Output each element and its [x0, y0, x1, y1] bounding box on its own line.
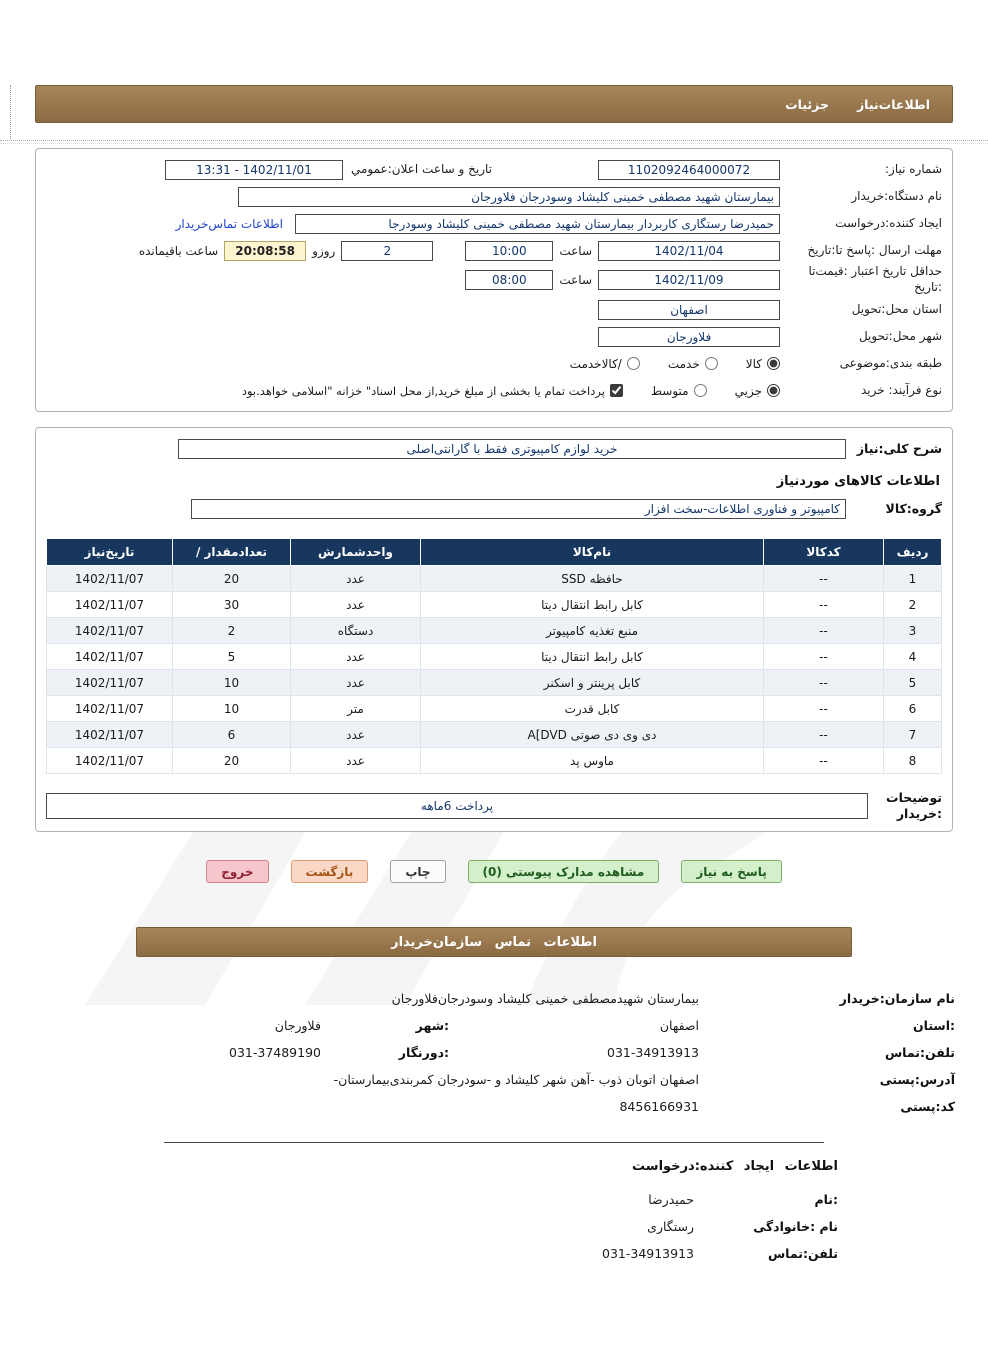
deadline-time-field[interactable]: 10:00: [465, 241, 553, 261]
validity-time-field[interactable]: 08:00: [465, 270, 553, 290]
category-option-goods-service-label: /کالاخدمت: [569, 356, 622, 371]
contact-fax-label: :دورنگار: [398, 1045, 449, 1061]
items-section-heading: اطلاعات کالاهای موردنیاز: [776, 474, 940, 489]
category-radio-goods-service[interactable]: [627, 357, 640, 370]
form-row-need-number: [46, 156, 942, 183]
cell-need-date: 1402/11/07: [47, 592, 173, 618]
cell-unit: عدد: [291, 748, 421, 774]
org-name-label: نام سازمان:خریدار: [839, 991, 955, 1007]
treasury-payment-option[interactable]: [242, 384, 623, 398]
header-row-number: ردیف: [884, 539, 942, 566]
contact-postal-label: کد:پستی: [900, 1099, 955, 1115]
org-name-value: بیمارستان شهیدمصطفی خمینی کلیشاد وسودرجان‌فلاورجان: [391, 991, 699, 1007]
group-row: [46, 495, 942, 522]
cell-need-date: 1402/11/07: [47, 722, 173, 748]
cell-row-number: 8: [884, 748, 942, 774]
table-row: [47, 670, 942, 696]
header-item-code: کدکالا: [764, 539, 884, 566]
cell-item-name: منبع تغذیه کامپیوتر: [421, 618, 764, 644]
table-row: [47, 644, 942, 670]
cell-quantity: 10: [173, 696, 291, 722]
cell-unit: دستگاه: [291, 618, 421, 644]
countdown-timer: 20:08:58: [224, 241, 306, 261]
process-option-medium[interactable]: [651, 384, 707, 398]
buyer-org-field[interactable]: بیمارستان شهید مصطفی خمینی کلیشاد وسودرجان فلاورجان: [238, 187, 780, 207]
table-row: [47, 566, 942, 592]
cell-item-name: حافظه SSD: [421, 566, 764, 592]
contact-row-province-city: [33, 1012, 955, 1039]
header-quantity: / تعدادمقدار: [173, 539, 291, 566]
process-option-minor-label: جزيي: [734, 383, 762, 398]
delivery-city-field[interactable]: فلاورجان: [598, 327, 780, 347]
cell-quantity: 5: [173, 644, 291, 670]
items-table: [46, 538, 942, 774]
top-left-tick: [10, 85, 11, 139]
remaining-hours-label: ساعت باقیمانده: [138, 243, 219, 258]
process-option-minor[interactable]: [735, 384, 780, 398]
cell-quantity: 10: [173, 670, 291, 696]
contact-address-label: آدرس:پستی: [879, 1072, 955, 1088]
validity-hour-label: ساعت: [559, 273, 592, 287]
cell-row-number: 2: [884, 592, 942, 618]
cell-item-code: --: [764, 566, 884, 592]
cell-quantity: 20: [173, 748, 291, 774]
contact-phone-label: تلفن:تماس: [884, 1045, 955, 1061]
contact-address-value: اصفهان اتوبان ذوب -آهن شهر کلیشاد و -سودرجان کمربندی‌بیمارستان-: [333, 1072, 699, 1088]
buyer-notes-label-line2: :خریدار: [896, 805, 942, 821]
creator-first-name-label: :نام: [814, 1192, 838, 1208]
request-creator-field[interactable]: حمیدرضا رستگاری کاربردار بیمارستان شهید مصطفی خمینی کلیشاد وسودرجا: [295, 214, 780, 234]
page: [0, 85, 988, 1267]
creator-row-phone: [0, 1240, 838, 1267]
table-row: [47, 696, 942, 722]
cell-need-date: 1402/11/07: [47, 696, 173, 722]
item-group-field[interactable]: کامپیوتر و فناوری اطلاعات-سخت افزار: [191, 499, 846, 519]
treasury-payment-label: پرداخت تمام یا بخشی از مبلغ خرید,از محل اسناد" خزانه "اسلامی خواهد.بود: [241, 383, 605, 398]
tab-need-info[interactable]: اطلاعات‌نیاز: [856, 96, 930, 112]
contact-province-label: :استان: [912, 1018, 955, 1034]
need-number-label: شماره نیاز:: [885, 161, 942, 176]
contact-province-value: اصفهان: [659, 1018, 699, 1034]
buyer-notes-label-line1: توضیحات: [886, 790, 942, 805]
form-row-category: [46, 350, 942, 377]
cell-unit: متر: [291, 696, 421, 722]
deadline-hour-label: ساعت: [559, 243, 592, 258]
buyer-org-label: نام دستگاه:خریدار: [851, 188, 942, 203]
cell-unit: عدد: [291, 566, 421, 592]
announce-datetime-field[interactable]: 13:31 - 1402/11/01: [165, 160, 343, 180]
days-word-label: روزو: [312, 243, 336, 258]
cell-item-name: کابل رابط انتقال دیتا: [421, 592, 764, 618]
subject-category-label: طبقه بندی:موضوعی: [839, 355, 942, 370]
need-number-field[interactable]: 1102092464000072: [598, 160, 780, 180]
deadline-label: مهلت ارسال :پاسخ تا:تاریخ: [807, 242, 942, 257]
need-summary-panel: [35, 148, 953, 412]
tab-details[interactable]: جزئیات: [785, 96, 829, 112]
cell-row-number: 4: [884, 644, 942, 670]
creator-first-name-value: حمیدرضا: [648, 1192, 694, 1208]
table-row: [47, 618, 942, 644]
table-row: [47, 748, 942, 774]
respond-to-need-button[interactable]: پاسخ به نیاز: [681, 860, 781, 883]
need-details-panel: [35, 427, 953, 832]
form-row-province: [46, 296, 942, 323]
cell-item-code: --: [764, 670, 884, 696]
validity-date-field[interactable]: 1402/11/09: [598, 270, 780, 290]
table-row: [47, 722, 942, 748]
cell-item-code: --: [764, 748, 884, 774]
header-item-name: نام‌کالا: [421, 539, 764, 566]
cell-need-date: 1402/11/07: [47, 670, 173, 696]
header-unit: واحدشمارش: [291, 539, 421, 566]
table-row: [47, 592, 942, 618]
creator-phone-value: 031-34913913: [602, 1246, 694, 1262]
cell-row-number: 7: [884, 722, 942, 748]
cell-item-name: دی وی دی صوتی A[DVD: [421, 722, 764, 748]
cell-quantity: 20: [173, 566, 291, 592]
back-button[interactable]: بازگشت: [291, 860, 369, 883]
need-summary-label: شرح کلی:نیاز: [856, 441, 942, 456]
cell-item-code: --: [764, 618, 884, 644]
cell-row-number: 6: [884, 696, 942, 722]
request-creator-info: [0, 1159, 838, 1267]
category-option-service[interactable]: [668, 357, 718, 371]
creator-row-family: [0, 1213, 838, 1240]
buyer-contact-link[interactable]: اطلاعات تماس‌خریدار: [175, 216, 283, 231]
cell-item-code: --: [764, 644, 884, 670]
top-divider-secondary: [0, 143, 988, 144]
contact-postal-value: 8456166931: [619, 1099, 699, 1115]
notes-row: [46, 790, 942, 821]
cell-row-number: 5: [884, 670, 942, 696]
cell-unit: عدد: [291, 670, 421, 696]
summary-row: [46, 435, 942, 462]
cell-unit: عدد: [291, 644, 421, 670]
tab-bar: [35, 85, 953, 123]
buyer-contact-section-bar: اطلاعات تماس سازمان‌خریدار: [136, 927, 852, 957]
creator-family-name-value: رستگاری: [647, 1219, 694, 1235]
cell-row-number: 1: [884, 566, 942, 592]
item-group-label: گروه:کالا: [885, 501, 942, 516]
category-option-goods-label: کالا: [745, 356, 762, 371]
cell-need-date: 1402/11/07: [47, 618, 173, 644]
form-row-buyer: [46, 183, 942, 210]
delivery-city-label: شهر محل:تحویل: [858, 328, 942, 343]
contact-phone-value: 031-34913913: [607, 1045, 699, 1061]
cell-item-code: --: [764, 722, 884, 748]
cell-need-date: 1402/11/07: [47, 644, 173, 670]
process-radio-minor[interactable]: [767, 384, 780, 397]
contact-row-postal: [33, 1093, 955, 1120]
items-table-header-row: [47, 539, 942, 566]
cell-item-name: کابل پرینتر و اسکنر: [421, 670, 764, 696]
section-divider: [164, 1142, 824, 1143]
category-option-service-label: خدمت: [667, 356, 700, 371]
buyer-notes-field[interactable]: پرداخت 6ماهه: [46, 793, 868, 819]
cell-item-name: کابل رابط انتقال دیتا: [421, 644, 764, 670]
contact-city-value: فلاورجان: [274, 1018, 321, 1034]
contact-row-phone-fax: [33, 1039, 955, 1066]
buyer-contact-info: [33, 985, 955, 1120]
creator-rows: [0, 1186, 838, 1267]
cell-unit: عدد: [291, 722, 421, 748]
process-type-label: نوع فرآیند: خرید: [861, 382, 942, 397]
form-row-city: [46, 323, 942, 350]
deadline-date-field[interactable]: 1402/11/04: [598, 241, 780, 261]
process-radio-medium[interactable]: [694, 384, 707, 397]
print-button[interactable]: چاپ: [390, 860, 445, 883]
buyer-notes-label: [868, 790, 942, 821]
cell-quantity: 2: [173, 618, 291, 644]
view-attachments-button[interactable]: مشاهده مدارک پیوستی (0): [468, 860, 660, 883]
category-radio-service[interactable]: [705, 357, 718, 370]
form-row-creator: [46, 210, 942, 237]
treasury-payment-checkbox[interactable]: [610, 384, 623, 397]
contact-row-org: [33, 985, 955, 1012]
contact-city-label: :شهر: [415, 1018, 449, 1034]
creator-section-heading: اطلاعات ایجاد کننده:درخواست: [632, 1159, 838, 1175]
category-option-goods[interactable]: [746, 357, 780, 371]
cell-quantity: 6: [173, 722, 291, 748]
header-need-date: تاریخ‌نیاز: [47, 539, 173, 566]
cell-item-code: --: [764, 696, 884, 722]
cell-row-number: 3: [884, 618, 942, 644]
exit-button[interactable]: خروج: [206, 860, 268, 883]
form-row-validity: [46, 264, 942, 296]
creator-row-name: [0, 1186, 838, 1213]
form-row-deadline: [46, 237, 942, 264]
cell-item-code: --: [764, 592, 884, 618]
cell-need-date: 1402/11/07: [47, 748, 173, 774]
cell-item-name: کابل قدرت: [421, 696, 764, 722]
need-summary-field[interactable]: خرید لوازم کامپیوتری فقط با گارانتی‌اصلی: [178, 439, 846, 459]
cell-item-name: ماوس پد: [421, 748, 764, 774]
contact-row-address: [33, 1066, 955, 1093]
creator-phone-label: تلفن:تماس: [767, 1246, 838, 1262]
top-divider: [0, 140, 988, 141]
cell-unit: عدد: [291, 592, 421, 618]
delivery-province-field[interactable]: اصفهان: [598, 300, 780, 320]
creator-family-name-label: نام :خانوادگی: [753, 1219, 838, 1235]
cell-need-date: 1402/11/07: [47, 566, 173, 592]
form-row-process: [46, 377, 942, 404]
contact-fax-value: 031-37489190: [229, 1045, 321, 1061]
announce-label: تاریخ و ساعت اعلان:عمومي: [350, 161, 492, 176]
request-creator-label: ایجاد کننده:درخواست: [835, 215, 942, 230]
cell-quantity: 30: [173, 592, 291, 618]
action-bar: [0, 860, 988, 883]
price-validity-label: حداقل تاریخ اعتبار :قیمت‌تا :تاریخ: [808, 264, 942, 294]
category-radio-goods[interactable]: [767, 357, 780, 370]
category-option-goods-service[interactable]: [570, 357, 640, 371]
remaining-days-field[interactable]: 2: [341, 241, 433, 261]
process-option-medium-label: متوسط: [650, 383, 689, 398]
delivery-province-label: استان محل:تحویل: [851, 301, 942, 316]
